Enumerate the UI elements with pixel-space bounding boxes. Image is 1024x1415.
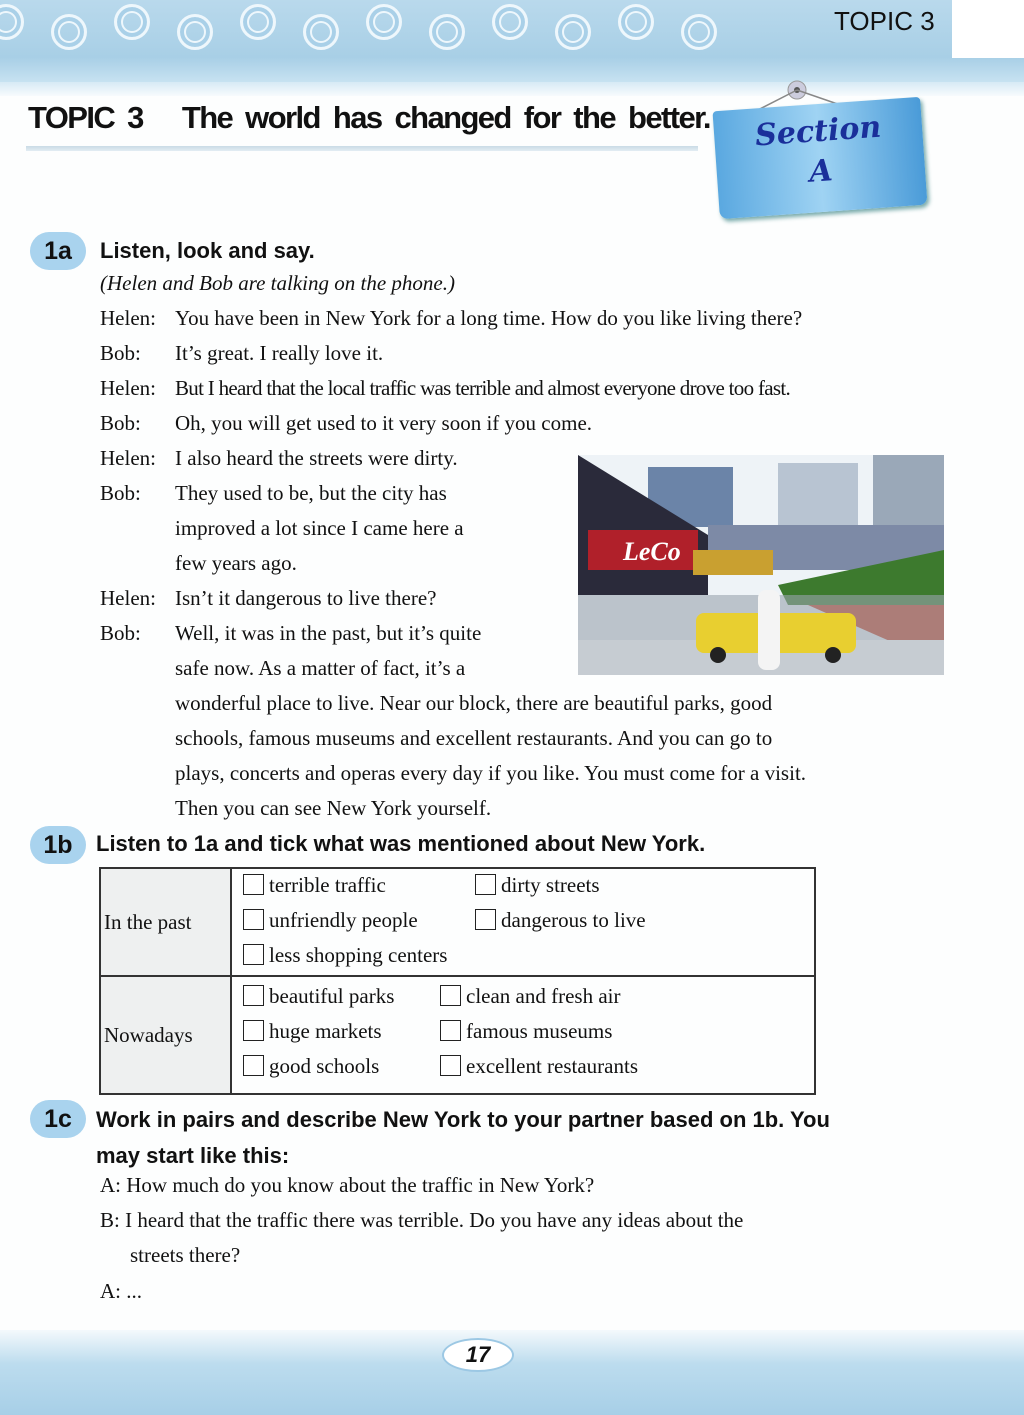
option-label: less shopping centers xyxy=(269,943,448,967)
dialogue-line: safe now. As a matter of fact, it’s a xyxy=(175,656,466,680)
dialogue-line: Well, it was in the past, but it’s quite xyxy=(175,621,482,645)
tick-option[interactable] xyxy=(475,908,646,933)
topic-tag: TOPIC 3 xyxy=(834,6,935,36)
checkbox[interactable] xyxy=(243,909,264,930)
checkbox[interactable] xyxy=(475,874,496,895)
row-label: Nowadays xyxy=(100,976,231,1094)
ring-decoration xyxy=(51,14,87,50)
ring-decoration xyxy=(429,14,465,50)
dialogue-line: Oh, you will get used to it very soon if you come. xyxy=(175,411,593,435)
option-label: dirty streets xyxy=(501,873,600,897)
heading-1c-line2: may start like this: xyxy=(96,1143,290,1168)
ring-decoration xyxy=(303,14,339,50)
speaker: Bob: xyxy=(100,481,141,505)
checkbox[interactable] xyxy=(440,1055,461,1076)
tick-option[interactable] xyxy=(243,984,394,1009)
speaker: Helen: xyxy=(100,586,156,610)
row-label: In the past xyxy=(100,868,231,976)
dialogue-line: It’s great. I really love it. xyxy=(175,341,384,365)
table-row xyxy=(100,868,815,976)
ring-decoration xyxy=(492,4,528,40)
ring-decoration xyxy=(681,14,717,50)
section-sign xyxy=(712,97,927,219)
dialogue-line: Isn’t it dangerous to live there? xyxy=(175,586,437,610)
speaker: Helen: xyxy=(100,376,156,400)
heading-1a: Listen, look and say. xyxy=(100,238,315,263)
tick-option[interactable] xyxy=(440,984,621,1009)
section-sign-word: Section xyxy=(754,109,883,154)
option-label: unfriendly people xyxy=(269,908,418,932)
dialogue-line: Then you can see New York yourself. xyxy=(175,796,492,820)
tick-option[interactable] xyxy=(243,873,386,898)
ring-decoration xyxy=(618,4,654,40)
option-label: excellent restaurants xyxy=(466,1054,638,1078)
tick-option[interactable] xyxy=(475,873,600,898)
speaker: Bob: xyxy=(100,411,141,435)
checkbox[interactable] xyxy=(243,874,264,895)
checkbox[interactable] xyxy=(243,1020,264,1041)
checkbox[interactable] xyxy=(475,909,496,930)
checkbox[interactable] xyxy=(243,985,264,1006)
title-divider xyxy=(26,146,698,151)
dialogue-line: wonderful place to live. Near our block, there are beautiful parks, good xyxy=(175,691,773,715)
dialogue-line: few years ago. xyxy=(175,551,297,575)
option-label: clean and fresh air xyxy=(466,984,621,1008)
dialogue-line: schools, famous museums and excellent restaurants. And you can go to xyxy=(175,726,773,750)
ring-decoration xyxy=(555,14,591,50)
speaker: Helen: xyxy=(100,446,156,470)
option-label: famous museums xyxy=(466,1019,613,1043)
topic-tag-bg xyxy=(952,0,1024,58)
page-title: TOPIC 3 The world has changed for the better. xyxy=(28,100,710,135)
dialogue-line: They used to be, but the city has xyxy=(175,481,447,505)
example-line: B: I heard that the traffic there was terrible. Do you have any ideas about the xyxy=(100,1208,744,1232)
heading-1b: Listen to 1a and tick what was mentioned about New York. xyxy=(96,831,706,856)
option-label: beautiful parks xyxy=(269,984,395,1008)
ring-decoration xyxy=(0,4,24,40)
example-line: A: How much do you know about the traffic in New York? xyxy=(100,1173,595,1197)
tick-option[interactable] xyxy=(243,943,447,968)
speaker: Bob: xyxy=(100,341,141,365)
section-sign-letter: A xyxy=(808,153,834,190)
example-line: streets there? xyxy=(130,1243,241,1267)
example-line: A: ... xyxy=(100,1279,142,1303)
dialogue-line: But I heard that the local traffic was terrible and almost everyone drove too fast. xyxy=(175,376,791,400)
checkbox[interactable] xyxy=(440,1020,461,1041)
tick-option[interactable] xyxy=(243,1019,382,1044)
dialogue-line: You have been in New York for a long time. How do you like living there? xyxy=(175,306,803,330)
option-label: dangerous to live xyxy=(501,908,646,932)
badge-1a: 1a xyxy=(30,232,86,270)
checkbox[interactable] xyxy=(243,944,264,965)
speaker: Helen: xyxy=(100,306,156,330)
badge-1b: 1b xyxy=(30,826,86,864)
checkbox[interactable] xyxy=(243,1055,264,1076)
option-label: huge markets xyxy=(269,1019,382,1043)
new-york-photo xyxy=(578,455,944,675)
ring-decoration xyxy=(240,4,276,40)
dialogue-line: plays, concerts and operas every day if you like. You must come for a visit. xyxy=(175,761,807,785)
checkbox[interactable] xyxy=(440,985,461,1006)
footer-band xyxy=(0,1330,1024,1415)
tick-option[interactable] xyxy=(440,1054,638,1079)
speaker: Bob: xyxy=(100,621,141,645)
page-number: 17 xyxy=(442,1338,514,1372)
tick-option[interactable] xyxy=(243,1054,379,1079)
option-label: good schools xyxy=(269,1054,380,1078)
option-label: terrible traffic xyxy=(269,873,386,897)
dialogue-line: I also heard the streets were dirty. xyxy=(175,446,458,470)
badge-1c: 1c xyxy=(30,1100,86,1138)
heading-1c-line1: Work in pairs and describe New York to your partner based on 1b. You xyxy=(96,1107,830,1132)
ring-decoration xyxy=(114,4,150,40)
photo-sign-text: LeCo xyxy=(623,537,681,566)
tick-option[interactable] xyxy=(440,1019,612,1044)
scene-note: (Helen and Bob are talking on the phone.) xyxy=(100,271,455,295)
ring-decoration xyxy=(177,14,213,50)
dialogue-line: improved a lot since I came here a xyxy=(175,516,464,540)
tick-option[interactable] xyxy=(243,908,418,933)
ring-decoration xyxy=(366,4,402,40)
